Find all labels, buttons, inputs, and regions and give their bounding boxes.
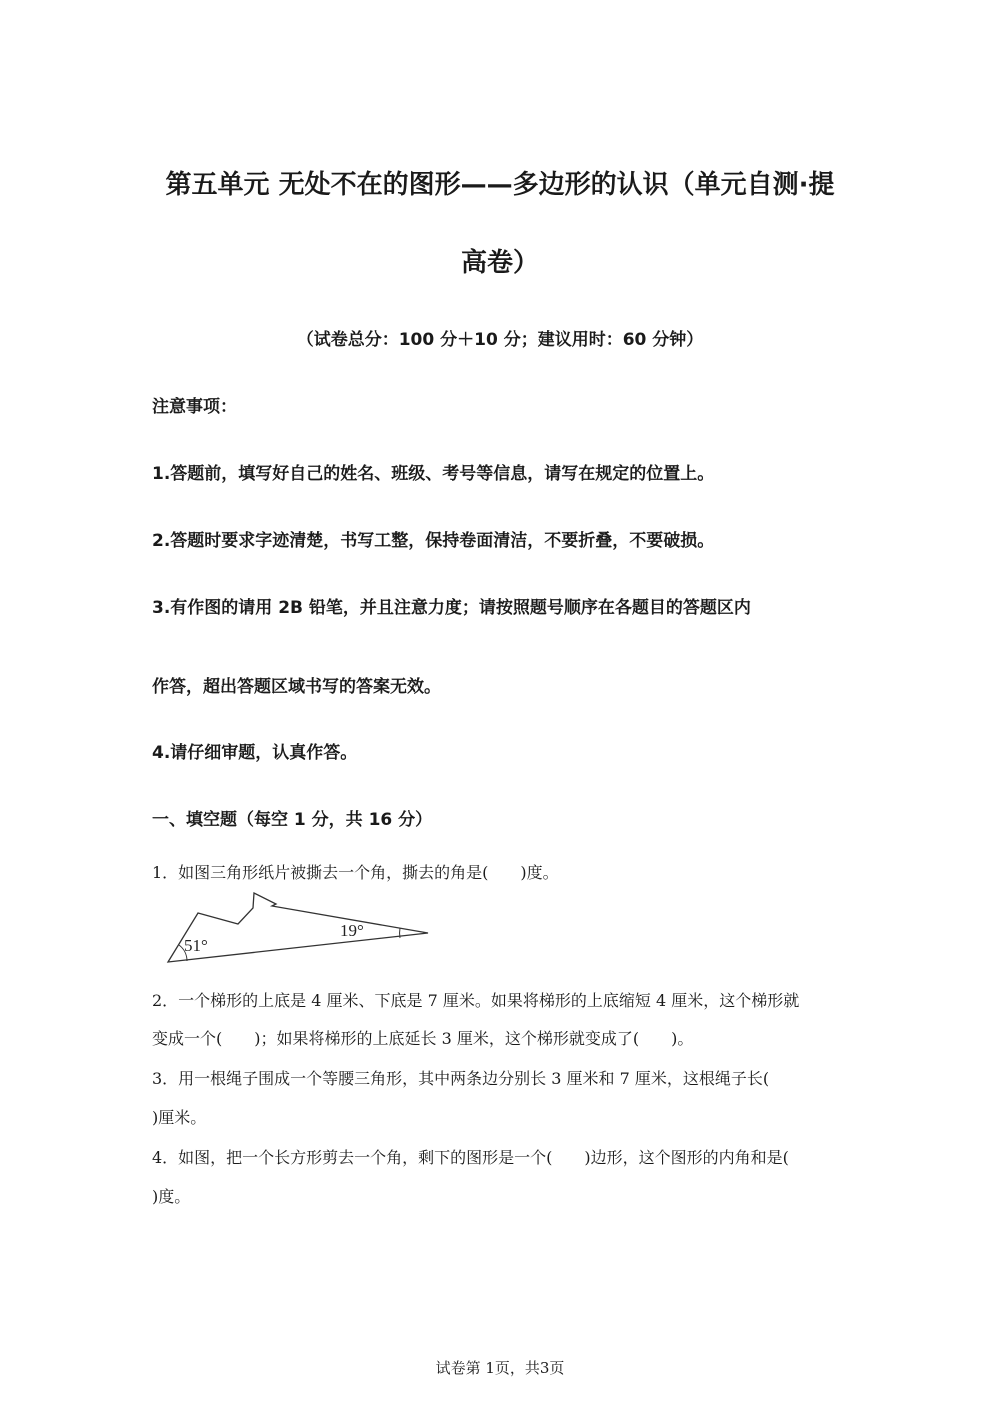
- note-item-2: 2.答题时要求字迹清楚，书写工整，保持卷面清洁，不要折叠，不要破损。: [152, 531, 715, 551]
- question-2-line-2: 变成一个( )；如果将梯形的上底延长 3 厘米，这个梯形就变成了( )。: [152, 1029, 694, 1048]
- note-item-1: 1.答题前，填写好自己的姓名、班级、考号等信息，请写在规定的位置上。: [152, 464, 715, 484]
- exam-title-line-2: 高卷）: [460, 248, 539, 278]
- question-3-line-2: )厘米。: [152, 1108, 207, 1127]
- angle-label-left: 51°: [184, 936, 208, 955]
- page-footer: 试卷第 1页，共3页: [435, 1359, 565, 1377]
- section-heading: 一、填空题（每空 1 分，共 16 分）: [152, 810, 433, 830]
- notes-heading: 注意事项：: [152, 397, 237, 417]
- question-3-line-1: 3．用一根绳子围成一个等腰三角形，其中两条边分别长 3 厘米和 7 厘米，这根绳子长(: [152, 1069, 770, 1088]
- angle-label-right: 19°: [340, 921, 364, 940]
- question-2-line-1: 2．一个梯形的上底是 4 厘米、下底是 7 厘米。如果将梯形的上底缩短 4 厘米，这个梯形就: [152, 991, 800, 1010]
- exam-title-line-1: 第五单元 无处不在的图形——多边形的认识（单元自测·提: [165, 170, 835, 200]
- note-item-4: 4.请仔细审题，认真作答。: [152, 743, 358, 763]
- question-4-line-2: )度。: [152, 1187, 191, 1206]
- question-4-line-1: 4．如图，把一个长方形剪去一个角，剩下的图形是一个( )边形，这个图形的内角和是(: [152, 1148, 789, 1167]
- question-1: 1．如图三角形纸片被撕去一个角，撕去的角是( )度。: [152, 863, 559, 882]
- exam-subtitle: （试卷总分：100 分＋10 分；建议用时：60 分钟）: [296, 330, 704, 350]
- note-item-3: 3.有作图的请用 2B 铅笔，并且注意力度；请按照题号顺序在各题目的答题区内: [152, 598, 751, 618]
- torn-triangle-figure: [160, 888, 440, 968]
- note-item-3-continued: 作答，超出答题区域书写的答案无效。: [152, 677, 441, 697]
